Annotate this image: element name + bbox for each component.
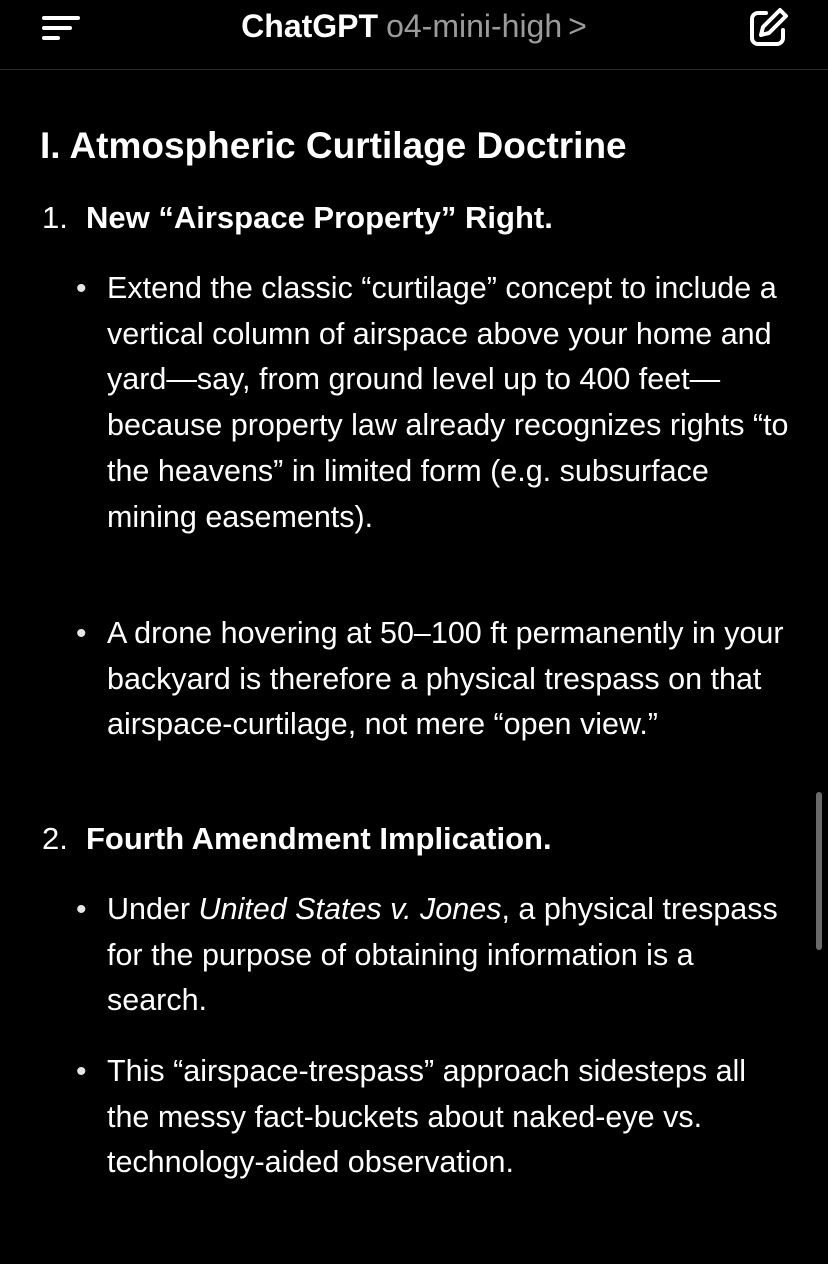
bullet-item <box>76 611 792 748</box>
bullet-text-post: , a physical trespass for the purpose of obtaining information is a search. <box>107 892 778 1018</box>
bullet-item <box>76 266 792 540</box>
model-selector[interactable] <box>0 6 828 46</box>
list-item-1-label <box>42 198 553 238</box>
new-chat-button[interactable] <box>744 4 792 52</box>
list-item-title: Fourth Amendment Implication. <box>86 821 552 856</box>
bullet-item <box>76 887 792 1024</box>
bullet-dot-icon: • <box>76 272 87 305</box>
list-item-number: 2. <box>42 821 68 856</box>
bullet-text: A drone hovering at 50–100 ft permanently in your backyard is therefore a physical trespass on that airspace-curtilage, not mere “open view.” <box>107 616 784 742</box>
scrollbar-thumb[interactable] <box>816 792 822 950</box>
section-heading: I. Atmospheric Curtilage Doctrine <box>40 125 627 166</box>
case-citation: United States v. Jones <box>198 892 502 926</box>
list-item-2-label <box>42 819 552 859</box>
model-name: o4-mini-high <box>386 8 563 44</box>
bullet-dot-icon: • <box>76 893 87 926</box>
bullet-text: This “airspace-trespass” approach sidesteps all the messy fact-buckets about naked-eye vs. technology-aided observation. <box>107 1054 747 1180</box>
app-title: ChatGPT <box>241 8 379 44</box>
bullet-item <box>76 1049 792 1186</box>
bullet-dot-icon: • <box>76 617 87 650</box>
top-navigation-bar <box>0 0 828 70</box>
chevron-right-icon: > <box>568 8 587 44</box>
list-item-title: New “Airspace Property” Right. <box>86 200 553 235</box>
bullet-dot-icon: • <box>76 1055 87 1088</box>
list-item-number: 1. <box>42 200 68 235</box>
bullet-text-pre: Under <box>107 892 199 926</box>
edit-compose-icon <box>744 4 792 52</box>
bullet-text <box>107 887 792 1024</box>
assistant-message <box>0 70 828 1264</box>
bullet-text: Extend the classic “curtilage” concept to include a vertical column of airspace above your home and yard—say, from ground level up to 400 feet—because property law already recognizes rights “to the heavens” in limited form (e.g. subsurface mining easements). <box>107 271 789 534</box>
